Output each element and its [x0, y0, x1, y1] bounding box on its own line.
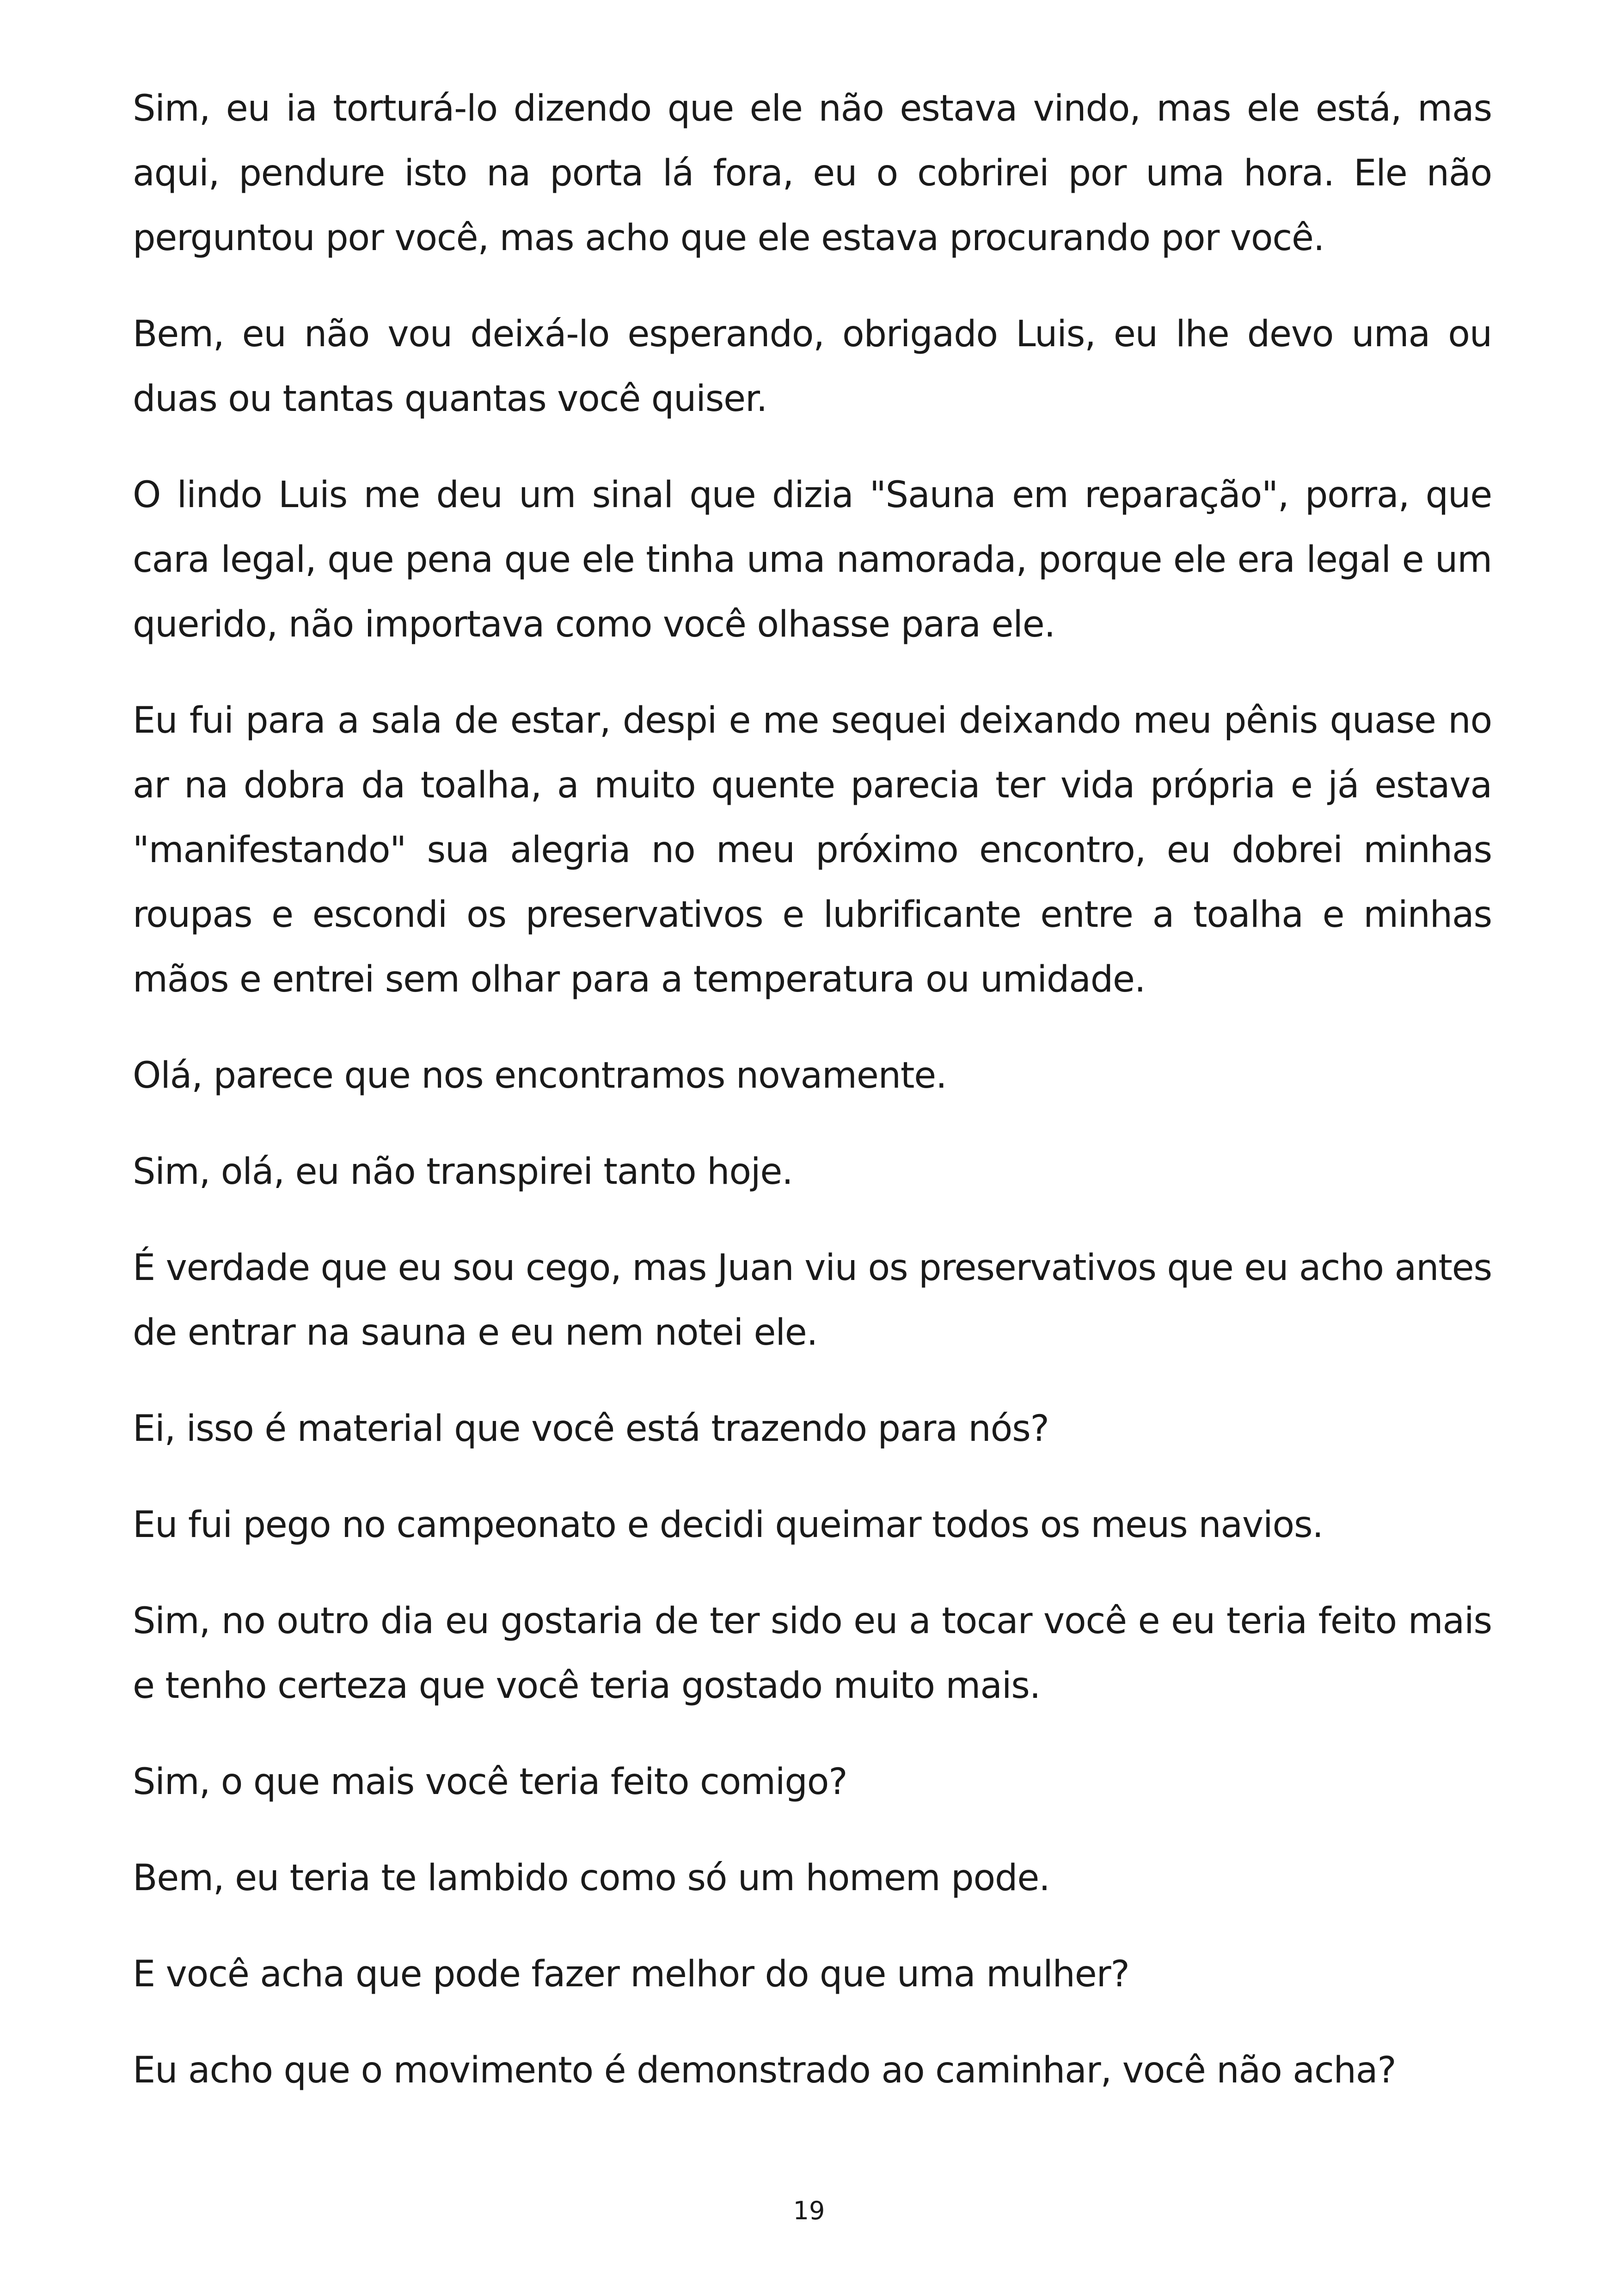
paragraph: Sim, eu ia torturá-lo dizendo que ele não estava vindo, mas ele está, mas aqui, pendure isto na porta lá fora, eu o cobrirei por uma hora. Ele não perguntou por você, mas acho que ele estava procurando por você. [133, 88, 1492, 259]
paragraph: Ei, isso é material que você está trazendo para nós? [133, 1408, 1049, 1450]
paragraph: Sim, olá, eu não transpirei tanto hoje. [133, 1151, 793, 1193]
page-number: 19 [793, 2196, 825, 2225]
paragraph: Bem, eu não vou deixá-lo esperando, obrigado Luis, eu lhe devo uma ou duas ou tantas quantas você quiser. [133, 313, 1492, 420]
paragraph: Olá, parece que nos encontramos novamente. [133, 1055, 947, 1096]
paragraph: Bem, eu teria te lambido como só um homem pode. [133, 1857, 1050, 1899]
paragraph: É verdade que eu sou cego, mas Juan viu os preservativos que eu acho antes de entrar na sauna e eu nem notei ele. [133, 1247, 1492, 1353]
paragraph: E você acha que pode fazer melhor do que uma mulher? [133, 1953, 1129, 1995]
paragraph: Eu fui para a sala de estar, despi e me sequei deixando meu pênis quase no ar na dobra da toalha, a muito quente parecia ter vida própria e já estava "manifestando" sua alegria no meu próximo encontro, eu dobrei minhas roupas e escondi os preservativos e lubrificante entre a toalha e minhas mãos e entrei sem olhar para a temperatura ou umidade. [133, 700, 1492, 1000]
body-text [133, 76, 1492, 2103]
paragraph: O lindo Luis me deu um sinal que dizia "Sauna em reparação", porra, que cara legal, que pena que ele tinha uma namorada, porque ele era legal e um querido, não importava como você olhasse para ele. [133, 474, 1492, 645]
paragraph: Sim, o que mais você teria feito comigo? [133, 1761, 847, 1803]
paragraph: Sim, no outro dia eu gostaria de ter sido eu a tocar você e eu teria feito mais e tenho certeza que você teria gostado muito mais. [133, 1600, 1492, 1707]
paragraph: Eu fui pego no campeonato e decidi queimar todos os meus navios. [133, 1504, 1324, 1546]
paragraph: Eu acho que o movimento é demonstrado ao caminhar, você não acha? [133, 2050, 1396, 2091]
